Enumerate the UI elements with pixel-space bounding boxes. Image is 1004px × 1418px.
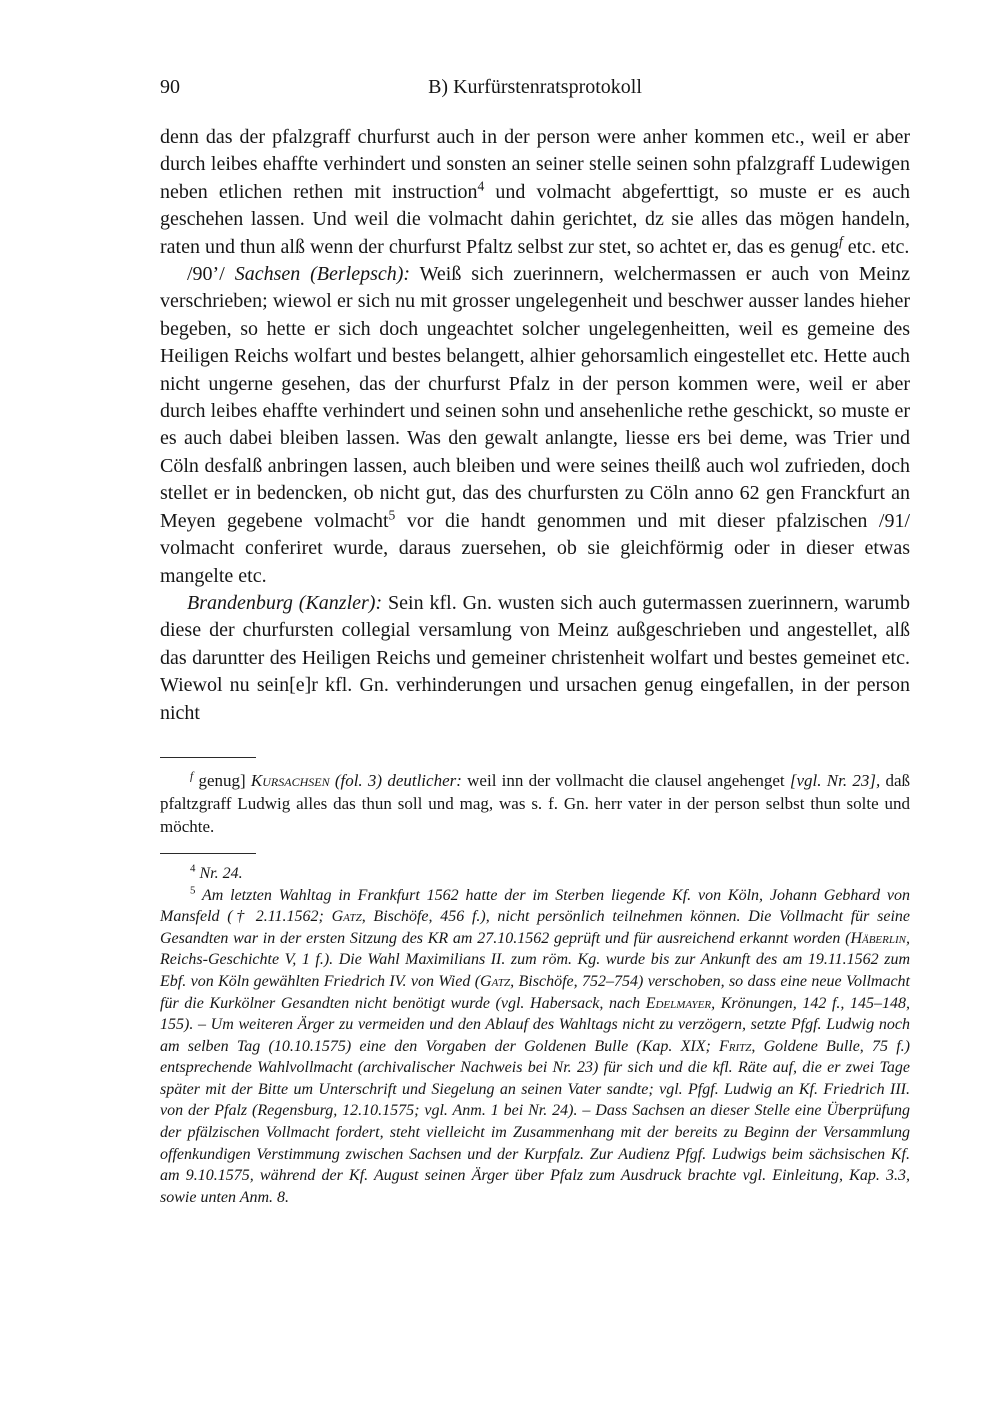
- footnote-f: $^f$ genug] Kursachsen (fol. 3) deutlicher: weil inn der vollmacht die clausel angehenget [vgl. Nr. 23], daß pfaltzgraff Ludwig alles das thun soll und mag, was s. f. Gn. herr vater in der person selbst thun solte und möchte.: [160, 769, 910, 836]
- body-text: [160, 124, 910, 727]
- numbered-footnotes-section: [160, 863, 910, 1209]
- footnote-separator-numbered: [160, 853, 256, 854]
- letter-footnote-section: [160, 769, 910, 838]
- body-paragraph-2: /90’/ Sachsen (Berlepsch): Weiß sich zuerinnern, welchermassen er auch von Meinz verschrieben; wiewol er sich nu mit grosser ungelegenheit und beschwer ausser landes hieher begeben, so hette er sich doch ungeachtet solcher ungelegenheitten, weil es gemeine des Heiligen Reichs wolfart und bestes belangett, alhier gehorsamlich eingestellet etc. Hette auch nicht ungerne gesehen, das der churfurst Pfalz in der person kommen were, weil er aber durch leibes ehaffte verhindert und seinen sohn und ansehenliche rethe geschickt, so muste er es auch dabei bleiben lassen. Was den gewalt anlangte, liesse ers bei deme, was Trier und Cöln desfalß anbringen lassen, auch bleiben und were seines theilß auch wol zufrieden, doch stellet er in bedencken, ob nicht gut, das des churfursten zu Cöln anno 62 gen Franckfurt an Meyen gegebene volmacht$^5$ vor die handt genommen und mit dieser pfalzischen /91/ volmacht conferiret wurde, daraus zuersehen, ob sie gleichförmig oder in dieser etwas mangelte etc.: [160, 263, 911, 587]
- body-paragraph-1: denn das der pfalzgraff churfurst auch in der person were anher kommen etc., weil er aber durch leibes ehaffte verhindert und sonsten an seiner stelle seinen sohn pfalzgraff Ludewigen neben etlichen rethen mit instruction$^4$ und volmacht abgeferttigt, so muste er es auch geschehen lassen. Und weil die volmacht dahin gerichtet, dz sie alles das mögen handeln, raten und thun alß wenn der churfurst Pfaltz selbst zur stet, so achtet er, das es genug$^f$ etc. etc.: [160, 126, 910, 258]
- page-header: [160, 76, 910, 106]
- page-number: 90: [160, 76, 180, 98]
- body-paragraph-3: Brandenburg (Kanzler): Sein kfl. Gn. wusten sich auch gutermassen zuerinnern, warumb diese der churfursten collegial versamlung von Meinz außgeschrieben und angestellet, alß das daruntter des Heiligen Reichs und gemeiner christenheit wolfart und bestes gemeinet etc. Wiewol nu sein[e]r kfl. Gn. verhinderungen und ursachen genug eingefallen, in der person nicht: [160, 591, 910, 724]
- footnote-5: $^5$ Am letzten Wahltag in Frankfurt 1562 hatte der im Sterben liegende Kf. von Köln, Johann Gebhard von Mansfeld († 2.11.1562; Gatz, Bischöfe, 456 f.), nicht persönlich teilnehmen können. Die Vollmacht für seine Gesandten war in der ersten Sitzung des KR am 27.10.1562 geprüft und für ausreichend erkannt worden (Häberlin, Reichs-Geschichte V, 1 f.). Die Wahl Maximilians II. zum röm. Kg. wurde bis zur Ankunft des am 19.11.1562 zum Ebf. von Köln gewählten Friedrich IV. von Wied (Gatz, Bischöfe, 752–754) verschoben, so dass eine neue Vollmacht für die Kurkölner Gesandten nicht benötigt wurde (vgl. Habersack, nach Edelmayer, Krönungen, 142 f., 145–148, 155). – Um weiteren Ärger zu vermeiden und den Ablauf des Wahltags nicht zu verzögern, setzte Pfgf. Ludwig noch am selben Tag (10.10.1575) eine den Vorgaben der Goldenen Bulle (Kap. XIX; Fritz, Goldene Bulle, 75 f.) entsprechende Wahlvollmacht (archivalischer Nachweis bei Nr. 23) für sich und die kfl. Räte auf, die er zwei Tage später mit der Bitte um Unterschrift und Siegelung an seinen Vater sandte; vgl. Pfgf. Ludwig an Kf. Friedrich III. von der Pfalz (Regensburg, 12.10.1575; vgl. Anm. 1 bei Nr. 24). – Dass Sachsen an dieser Stelle eine Überprüfung der pfälzischen Vollmacht fordert, steht vielleicht im Zusammenhang mit der bereits zu Beginn der Versammlung offenkundigen Verstimmung zwischen Sachsen und der Kurpfalz. Zur Audienz Pfgf. Ludwigs beim sächsischen Kf. am 9.10.1575, während der Kf. August seinen Ärger über Pfalz zum Ausdruck brachte vgl. Einleitung, Kap. 3.3, sowie unten Anm. 8.: [160, 884, 911, 1206]
- running-header: B) Kurfürstenratsprotokoll: [428, 76, 642, 98]
- footnote-4: $^4$ Nr. 24.: [190, 862, 243, 882]
- footnote-separator-letter: [160, 757, 256, 758]
